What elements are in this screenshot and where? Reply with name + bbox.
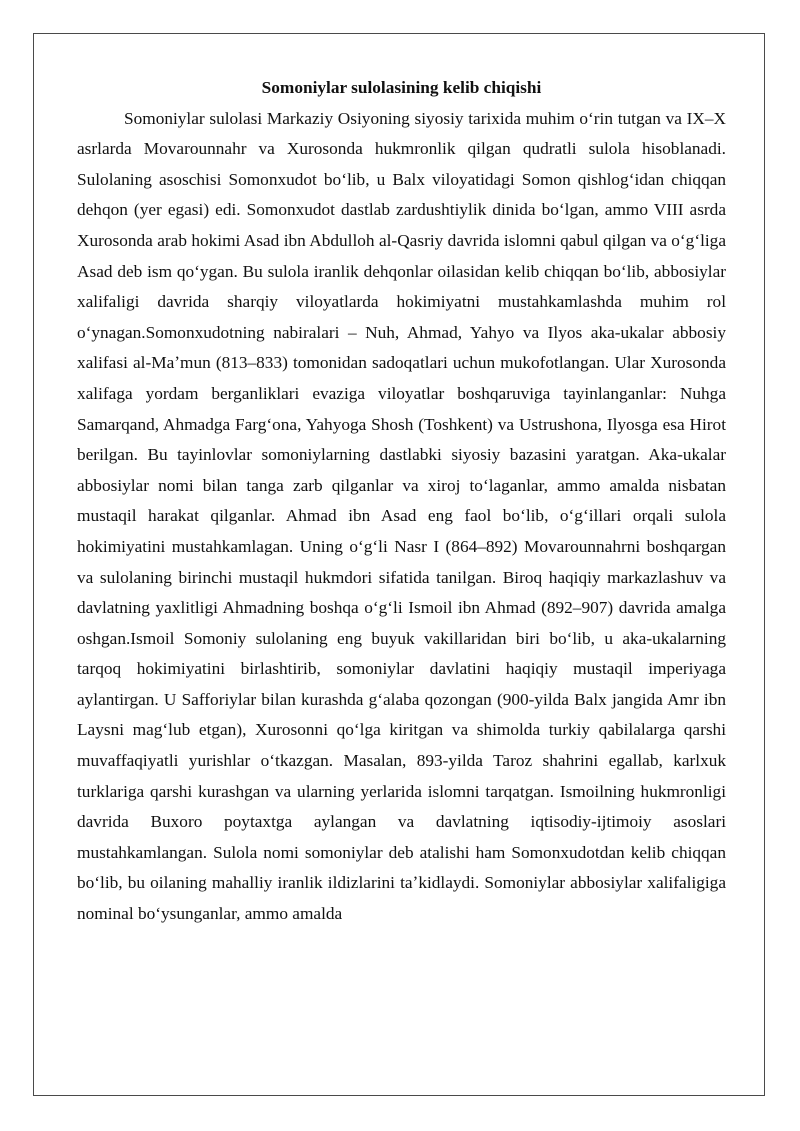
document-body	[77, 73, 726, 930]
paragraph: Somoniylar sulolasi Markaziy Osiyoning siyosiy tarixida muhim oʻrin tutgan va IX–X asrlarda Movarounnahr va Xurosonda hukmronlik qilgan qudratli sulola hisoblanadi. Sulolaning asoschisi Somonxudot boʻlib, u Balx viloyatidagi Somon qishlogʻidan chiqqan dehqon (yer egasi) edi. Somonxudot dastlab zardushtiylik dinida boʻlgan, ammo VIII asrda Xurosonda arab hokimi Asad ibn Abdulloh al-Qasriy davrida islomni qabul qilgan va oʻgʻliga Asad deb ism qoʻygan. Bu sulola iranlik dehqonlar oilasidan kelib chiqqan boʻlib, abbosiylar xalifaligi davrida sharqiy viloyatlarda hokimiyatni mustahkamlashda muhim rol oʻynagan.Somonxudotning nabiralari – Nuh, Ahmad, Yahyo va Ilyos aka-ukalar abbosiy xalifasi al-Maʼmun (813–833) tomonidan sadoqatlari uchun mukofotlangan. Ular Xurosonda xalifaga yordam berganliklari evaziga viloyatlar boshqaruviga tayinlanganlar: Nuhga Samarqand, Ahmadga Fargʻona, Yahyoga Shosh (Toshkent) va Ustrushona, Ilyosga esa Hirot berilgan. Bu tayinlovlar somoniylarning dastlabki siyosiy bazasini yaratgan. Aka-ukalar abbosiylar nomi bilan tanga zarb qilganlar va xiroj toʻlaganlar, ammo amalda nisbatan mustaqil harakat qilganlar. Ahmad ibn Asad eng faol boʻlib, oʻgʻillari orqali sulola hokimiyatini mustahkamlagan. Uning oʻgʻli Nasr I (864–892) Movarounnahrni boshqargan va sulolaning birinchi mustaqil hukmdori sifatida tanilgan. Biroq haqiqiy markazlashuv va davlatning yaxlitligi Ahmadning boshqa oʻgʻli Ismoil ibn Ahmad (892–907) davrida amalga oshgan.Ismoil Somoniy sulolaning eng buyuk vakillaridan biri boʻlib, u aka-ukalarning tarqoq hokimiyatini birlashtirib, somoniylar davlatini haqiqiy mustaqil imperiyaga aylantirgan. U Safforiylar bilan kurashda gʻalaba qozongan (900-yilda Balx jangida Amr ibn Laysni magʻlub etgan), Xurosonni qoʻlga kiritgan va shimolda turkiy qabilalarga qarshi muvaffaqiyatli yurishlar oʻtkazgan. Masalan, 893-yilda Taroz shahrini egallab, karlxuk turklariga qarshi kurashgan va ularning yerlarida islomni tarqatgan. Ismoilning hukmronligi davrida Buxoro poytaxtga aylangan va davlatning iqtisodiy-ijtimoiy asoslari mustahkamlangan. Sulola nomi somoniylar deb atalishi ham Somonxudotdan kelib chiqqan boʻlib, bu oilaning mahalliy iranlik ildizlarini taʼkidlaydi. Somoniylar abbosiylar xalifaligiga nominal boʻysunganlar, ammo amalda	[77, 108, 726, 924]
document-title: Somoniylar sulolasining kelib chiqishi	[261, 78, 542, 97]
